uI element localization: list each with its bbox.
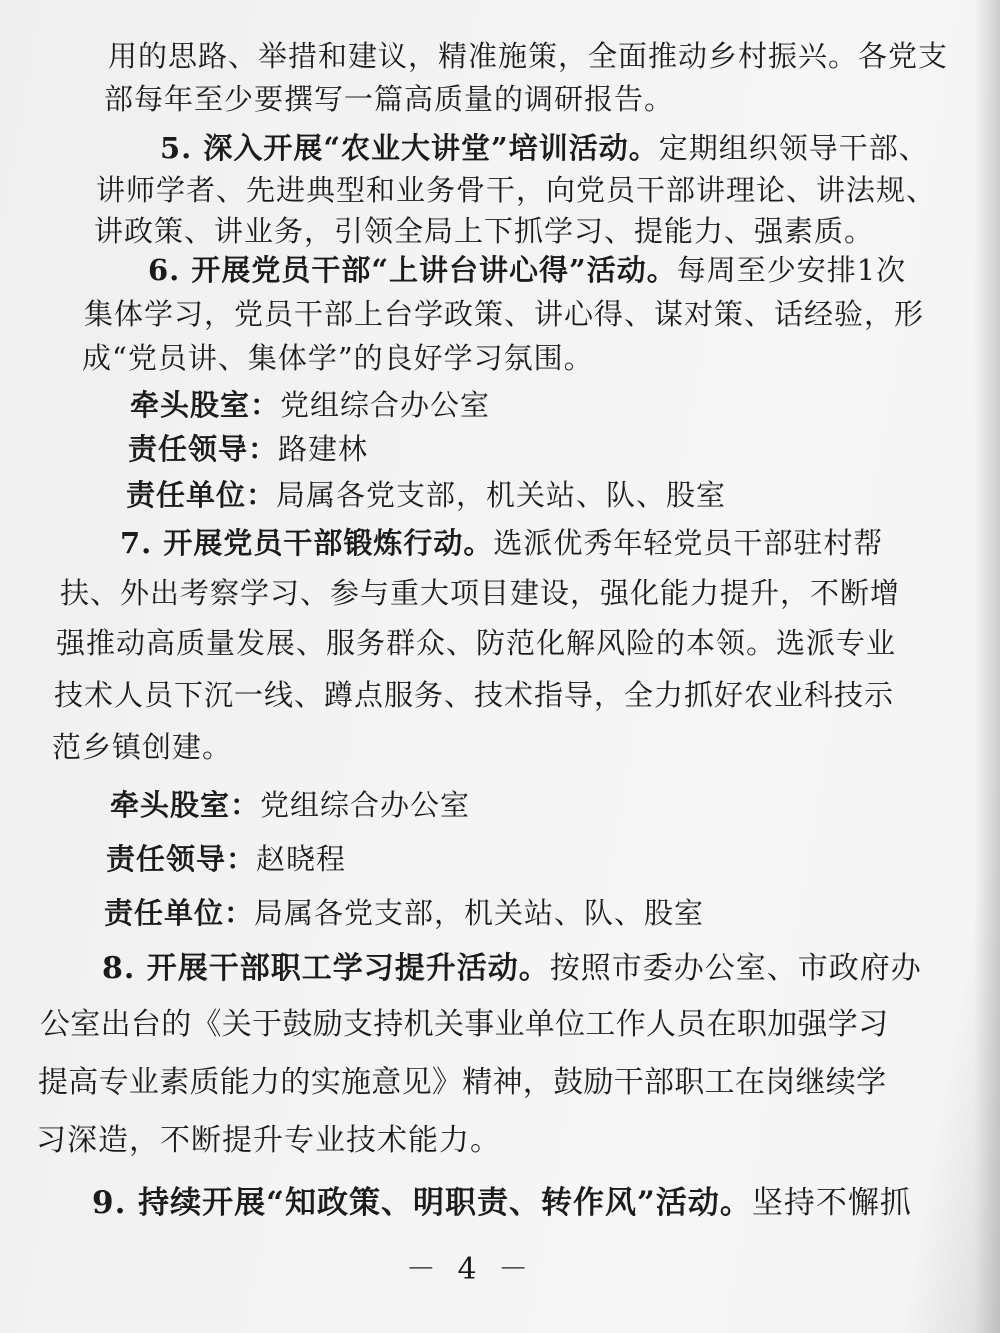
responsible-leader-row [106,842,346,876]
item-6-line-1 [148,253,906,287]
responsible-leader-value: 路建林 [278,432,369,466]
item-5-heading: 5. 深入开展“农业大讲堂”培训活动。 [160,131,659,165]
text-line: 讲师学者、先进典型和业务骨干，向党员干部讲理论、讲法规、 [96,173,937,207]
item-7-heading: 7. 开展党员干部锻炼行动。 [120,526,494,560]
lead-department-label: 牵头股室： [110,788,261,822]
text-line: 习深造，不断提升专业技术能力。 [36,1123,501,1158]
text-line: 范乡镇创建。 [52,730,233,764]
text-line: 成“党员讲、集体学”的良好学习氛围。 [82,341,594,375]
responsible-unit-value: 局属各党支部，机关站、队、股室 [276,478,727,512]
text-line: 提高专业素质能力的实施意见》精神，鼓励干部职工在岗继续学 [38,1065,887,1100]
text-line: 用的思路、举措和建议，精准施策，全面推动乡村振兴。各党支 [108,39,949,73]
item-8-text: 按照市委办公室、市政府办 [549,951,922,986]
text-line: 部每年至少要撰写一篇高质量的调研报告。 [104,82,675,116]
item-5-line-1 [160,131,929,165]
page-edge-shadow [974,0,1000,1333]
text-line: 讲政策、讲业务，引领全局上下抓学习、提能力、强素质。 [94,214,875,248]
item-8-line-1 [102,952,922,986]
page-number: － 4 － [405,1252,535,1287]
item-5-text: 定期组织领导干部、 [658,131,929,165]
item-7-text: 选派优秀年轻党员干部驻村帮 [493,526,884,560]
responsible-leader-row [128,432,368,466]
text-line: 强推动高质量发展、服务群众、防范化解风险的本领。选派专业 [56,626,897,660]
lead-department-value: 党组综合办公室 [280,388,491,422]
text-line: 公室出台的《关于鼓励支持机关事业单位工作人员在职加强学习 [40,1007,889,1042]
text-line: 集体学习，党员干部上台学政策、讲心得、谋对策、话经验，形 [84,297,925,331]
lead-department-value: 党组综合办公室 [260,788,471,822]
lead-department-row [110,788,470,822]
responsible-leader-label: 责任领导： [128,432,279,466]
item-8-heading: 8. 开展干部职工学习提升活动。 [102,951,550,986]
item-9-heading: 9. 持续开展“知政策、明职责、转作风”活动。 [92,1185,752,1221]
item-9-line-1 [92,1186,912,1220]
responsible-unit-label: 责任单位： [104,896,255,930]
item-7-line-1 [120,526,883,560]
text-line: 扶、外出考察学习、参与重大项目建设，强化能力提升，不断增 [60,576,901,610]
responsible-unit-row [104,896,704,930]
responsible-unit-value: 局属各党支部，机关站、队、股室 [254,896,705,930]
responsible-leader-value: 赵晓程 [256,842,347,876]
responsible-unit-label: 责任单位： [126,478,277,512]
lead-department-label: 牵头股室： [130,388,281,422]
item-6-heading: 6. 开展党员干部“上讲台讲心得”活动。 [148,253,677,287]
text-line: 技术人员下沉一线、蹲点服务、技术指导，全力抓好农业科技示 [54,678,895,712]
lead-department-row [130,388,490,422]
item-6-text: 每周至少安排1次 [676,253,907,287]
item-9-text: 坚持不懈抓 [751,1185,912,1221]
responsible-leader-label: 责任领导： [106,842,257,876]
responsible-unit-row [126,478,726,512]
